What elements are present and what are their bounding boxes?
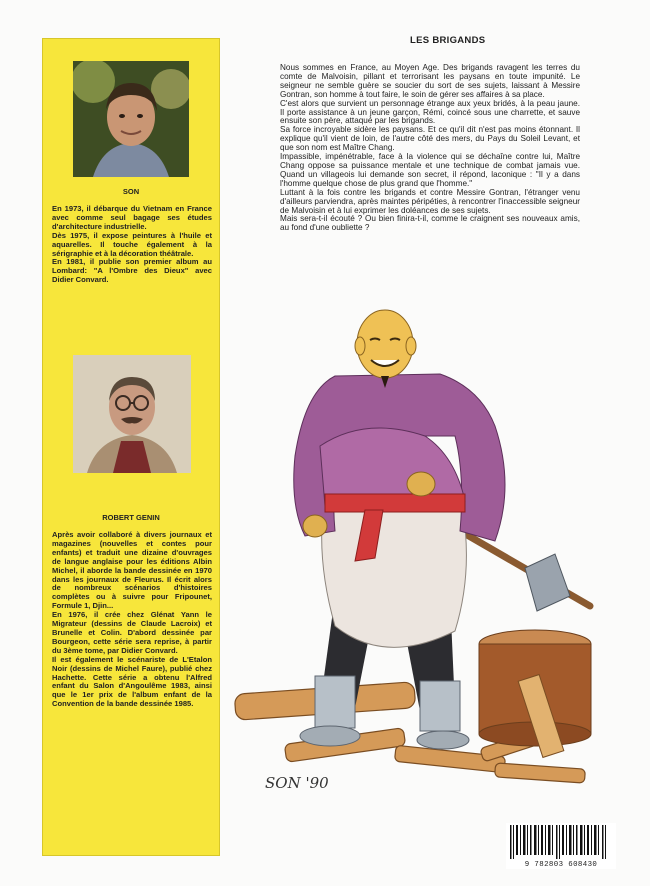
bio-paragraph: En 1973, il débarque du Vietnam en France avec comme seul bagage ses études d'architecture industrielle. xyxy=(52,204,212,231)
summary-paragraph: Nous sommes en France, au Moyen Age. Des brigands ravagent les terres du comte de Malvoisin, pillant et terrorisant les paysans en toute impunité. Le seigneur ne semble guère se soucier du sort de ses sujets, laissant à Messire Gontran, son homme à tout faire, le soin de gérer ses affaires à sa place. xyxy=(280,63,580,99)
author-bio-son xyxy=(52,205,212,285)
summary-paragraph: Sa force incroyable sidère les paysans. Et ce qu'il dit n'est pas moins étonnant. Il explique qu'il vient de loin, de l'autre côté des mers, du Pays du Soleil Levant, et que son nom est Maître Chang. xyxy=(280,125,580,153)
summary-paragraph: C'est alors que survient un personnage étrange aux yeux bridés, à la peau jaune. Il porte assistance à un jeune garçon, Rémi, coincé sous une charrette, et sauve ensuite son père, attaqué par les brigands. xyxy=(280,98,580,126)
bio-paragraph: Dès 1975, il expose peintures à l'huile et aquarelles. Il touche également à la sérigraphie et à la décoration théâtrale. xyxy=(52,230,212,258)
author-name-genin: ROBERT GENIN xyxy=(102,513,160,522)
isbn-barcode xyxy=(506,823,616,869)
story-summary xyxy=(280,64,580,233)
bio-paragraph: Il est également le scénariste de L'Etalon Noir (dessins de Michel Faure), publié chez Hachette. Cette série a obtenu l'Alfred enfant du Salon d'Angoulême 1983, ainsi que le 1er prix de l'album enfant de la Convention de la bande dessinée 1985. xyxy=(52,654,212,709)
maitre-chang-illustration xyxy=(225,296,605,806)
bio-paragraph: En 1976, il crée chez Glénat Yann le Migrateur (dessins de Claude Lacroix) et Brunelle et Colin. D'abord dessinée par Bourgeon, cette série sera reprise, à partir du 3ème tome, par Didier Convard. xyxy=(52,610,212,655)
summary-paragraph: Mais sera-t-il écouté ? Ou bien finira-t-il, comme le craignent ses nouveaux amis, au fond d'une oubliette ? xyxy=(280,214,580,233)
album-title: LES BRIGANDS xyxy=(410,35,486,46)
artist-signature: SON '90 xyxy=(265,774,329,792)
author-name-son: SON xyxy=(122,187,140,196)
summary-paragraph: Luttant à la fois contre les brigands et contre Messire Gontran, l'étranger venu d'ailleurs parviendra, après maintes péripéties, à rencontrer l'inaccessible seigneur de Malvoisin et à lui exprimer les doléances de ses sujets. xyxy=(280,187,580,215)
barcode-bars xyxy=(506,823,616,859)
author-sidebar xyxy=(42,38,220,856)
isbn-digits: 9 782803 608430 xyxy=(524,861,598,869)
author-photo-son xyxy=(73,61,189,177)
bio-paragraph: En 1981, il publie son premier album au Lombard: "A l'Ombre des Dieux" avec Didier Convard. xyxy=(52,257,212,285)
bio-paragraph: Après avoir collaboré à divers journaux et magazines (nouvelles et contes pour enfants) et traduit une dizaine d'ouvrages de langue anglaise pour les éditions Albin Michel, il aborde la bande dessinée en 1970 dans les journaux de Fleurus. Il écrit alors de nombreux scénarios d'histoires complètes ou à suivre pour Fripounet, Formule 1, Djin... xyxy=(52,530,212,611)
summary-paragraph: Impassible, impénétrable, face à la violence qui se déchaîne contre lui, Maître Chang oppose sa puissance mentale et une technique de combat jamais vue. Quand un villageois lui demande son secret, il répond, laconique : "Il y a dans l'homme quelque chose de plus grand que l'homme." xyxy=(280,152,580,188)
author-photo-genin xyxy=(73,355,191,473)
author-bio-genin xyxy=(52,531,212,709)
